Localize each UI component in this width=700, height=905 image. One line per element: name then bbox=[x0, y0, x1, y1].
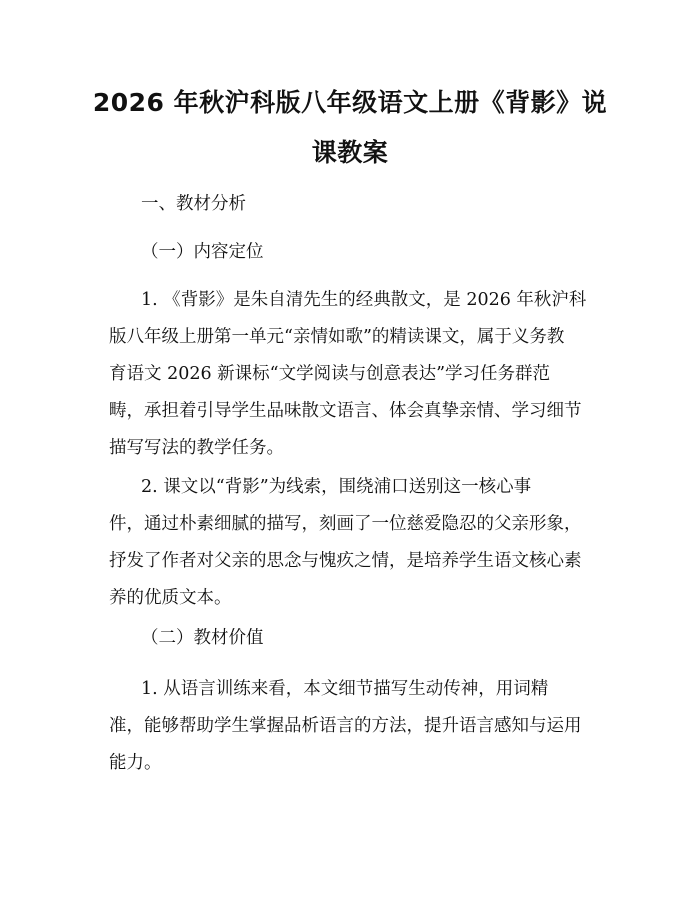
paragraph-line: 1. 从语言训练来看，本文细节描写生动传神，用词精 bbox=[141, 679, 549, 699]
paragraph-line: 版八年级上册第一单元“亲情如歌”的精读课文，属于义务教 bbox=[109, 327, 565, 347]
paragraph-line: 抒发了作者对父亲的思念与愧疚之情，是培养学生语文核心素 bbox=[109, 551, 582, 571]
paragraph-line: 件，通过朴素细腻的描写，刻画了一位慈爱隐忍的父亲形象， bbox=[109, 514, 582, 534]
paragraph-3 bbox=[109, 671, 603, 782]
document-title bbox=[80, 78, 620, 178]
paragraph-line: 畴，承担着引导学生品味散文语言、体会真挚亲情、学习细节 bbox=[109, 401, 582, 421]
paragraph-line: 2. 课文以“背影”为线索，围绕浦口送别这一核心事 bbox=[141, 477, 532, 497]
paragraph-2 bbox=[109, 469, 603, 617]
subsection-heading-textbook-value: （二）教材价值 bbox=[141, 628, 264, 648]
paragraph-1 bbox=[109, 282, 603, 467]
paragraph-line: 准，能够帮助学生掌握品析语言的方法，提升语言感知与运用 bbox=[109, 716, 582, 736]
paragraph-line: 1. 《背影》是朱自清先生的经典散文，是 2026 年秋沪科 bbox=[141, 290, 587, 310]
section-heading-textbook-analysis: 一、教材分析 bbox=[141, 194, 246, 214]
subsection-heading-content-positioning: （一）内容定位 bbox=[141, 242, 264, 262]
title-line-2: 课教案 bbox=[311, 138, 389, 167]
paragraph-line: 描写写法的教学任务。 bbox=[109, 438, 284, 458]
title-line-1: 2026 年秋沪科版八年级语文上册《背影》说 bbox=[92, 88, 608, 117]
paragraph-line: 育语文 2026 新课标“文学阅读与创意表达”学习任务群范 bbox=[109, 364, 551, 384]
paragraph-line: 能力。 bbox=[109, 753, 162, 773]
paragraph-line: 养的优质文本。 bbox=[109, 588, 232, 608]
